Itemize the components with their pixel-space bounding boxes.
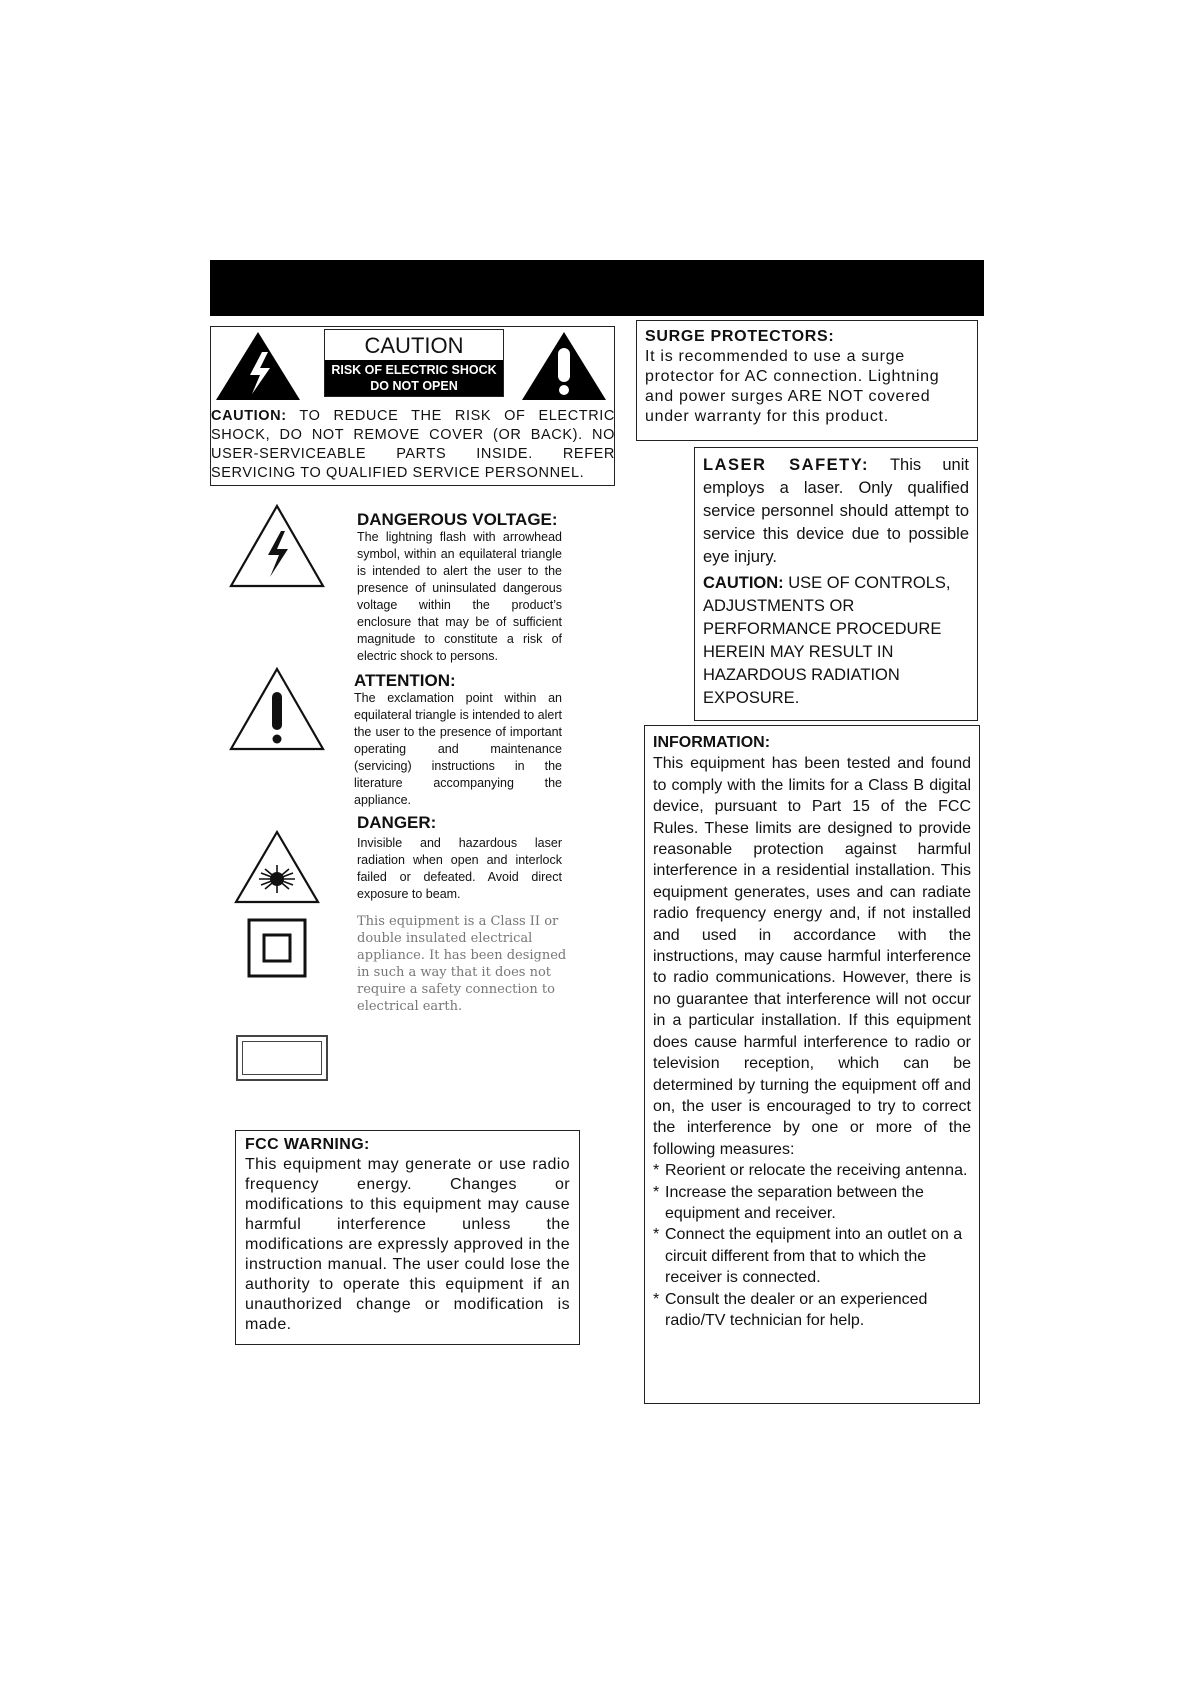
exclamation-warning-icon	[520, 330, 608, 402]
measure-item	[653, 1224, 971, 1288]
laser-caution	[703, 572, 969, 710]
attention-icon	[228, 666, 326, 752]
header-bar	[210, 260, 984, 316]
laser-text: This unit employs a laser. Only qualified service personnel should attempt to service this device due to possible eye injury.	[703, 456, 969, 566]
danger-title: DANGER:	[357, 813, 437, 832]
bullet-star: *	[653, 1290, 660, 1308]
fcc-warning-box	[235, 1130, 580, 1345]
rating-label-inner	[242, 1041, 322, 1075]
bullet-star: *	[653, 1226, 660, 1244]
caution-title: CAUTION	[364, 333, 464, 358]
measure-text: Consult the dealer or an experienced radio/TV technician for help.	[665, 1290, 928, 1329]
dangerous-voltage-title: DANGEROUS VOLTAGE:	[357, 510, 558, 529]
laser-safety-box	[694, 447, 978, 721]
caution-label-black	[325, 360, 503, 396]
caution-label-line2: DO NOT OPEN	[370, 379, 458, 393]
rating-label-frame	[236, 1035, 328, 1081]
caution-text-body: TO REDUCE THE RISK OF ELECTRIC SHOCK, DO NOT REMOVE COVER (OR BACK). NO USER-SERVICEABLE PARTS INSIDE. REFER SERVICING TO QUALIFIED SERVICE PERSONNEL.	[211, 408, 615, 481]
dangerous-voltage-icon	[228, 503, 326, 589]
laser-title: LASER SAFETY:	[703, 456, 870, 474]
caution-text-bold: CAUTION:	[211, 408, 287, 424]
information-text: This equipment has been tested and found to comply with the limits for a Class B digital device, pursuant to Part 15 of the FCC Rules. These limits are designed to provide reasonable protection against harmful interference in a residential installation. This equipment generates, uses and can radiate radio frequency energy and, if not installed and used in accordance with the instructions, may cause harmful interference to radio communications. However, there is no guarantee that interference will not occur in a particular installation. If this equipment does cause harmful interference to radio or television reception, which can be determined by turning the equipment off and on, the user is encouraged to try to correct the interference by one or more of the following measures:	[653, 755, 971, 1158]
danger-text: Invisible and hazardous laser radiation when open and interlock failed or defeated. Avoid direct exposure to beam.	[357, 836, 562, 901]
laser-caution-text: USE OF CONTROLS, ADJUSTMENTS OR PERFORMANCE PROCEDURE HEREIN MAY RESULT IN HAZARDOUS RADIATION EXPOSURE.	[703, 574, 951, 707]
laser-warning-icon	[233, 829, 321, 905]
attention-text: The exclamation point within an equilateral triangle is intended to alert the user to the presence of important operating and maintenance (servicing) instructions in the literature accompanying the appliance.	[354, 691, 562, 807]
laser-caution-bold: CAUTION:	[703, 574, 784, 592]
bullet-star: *	[653, 1183, 660, 1201]
measure-item	[653, 1160, 971, 1181]
information-box	[644, 725, 980, 1404]
caution-text	[211, 407, 615, 483]
measure-item	[653, 1182, 971, 1225]
fcc-text: This equipment may generate or use radio frequency energy. Changes or modifications to this equipment may cause harmful interference unless the modifications are expressly approved in the instruction manual. The user could lose the authority to operate this equipment if an unauthorized change or modification is made.	[245, 1156, 570, 1333]
fcc-title: FCC WARNING:	[245, 1136, 370, 1153]
measure-text: Increase the separation between the equipment and receiver.	[665, 1183, 924, 1222]
attention-block	[354, 672, 562, 809]
surge-text: It is recommended to use a surge protector for AC connection. Lightning and power surges ARE NOT covered under warranty for this product.	[645, 348, 940, 425]
dangerous-voltage-block	[357, 511, 562, 665]
bullet-star: *	[653, 1162, 660, 1180]
dangerous-voltage-text: The lightning flash with arrowhead symbol, within an equilateral triangle is intended to alert the user to the presence of uninsulated dangerous voltage within the product’s enclosure that may be of sufficient magnitude to constitute a risk of electric shock to persons.	[357, 530, 562, 663]
lightning-warning-icon	[214, 330, 302, 402]
measure-text: Connect the equipment into an outlet on a circuit different from that to which the receiver is connected.	[665, 1226, 963, 1287]
measure-item	[653, 1289, 971, 1332]
class-ii-text: This equipment is a Class II or double insulated electrical appliance. It has been designed in such a way that it does not require a safety connection to electrical earth.	[357, 914, 567, 1014]
class-ii-double-insulation-icon	[247, 918, 307, 978]
danger-block	[357, 814, 562, 903]
laser-paragraph	[703, 454, 969, 569]
surge-protectors-box	[636, 320, 978, 441]
information-title: INFORMATION:	[653, 734, 771, 751]
surge-title: SURGE PROTECTORS:	[645, 328, 835, 345]
caution-label	[324, 329, 504, 397]
caution-label-line1: RISK OF ELECTRIC SHOCK	[331, 363, 497, 377]
measure-text: Reorient or relocate the receiving antenna.	[665, 1162, 968, 1180]
attention-title: ATTENTION:	[354, 671, 456, 690]
